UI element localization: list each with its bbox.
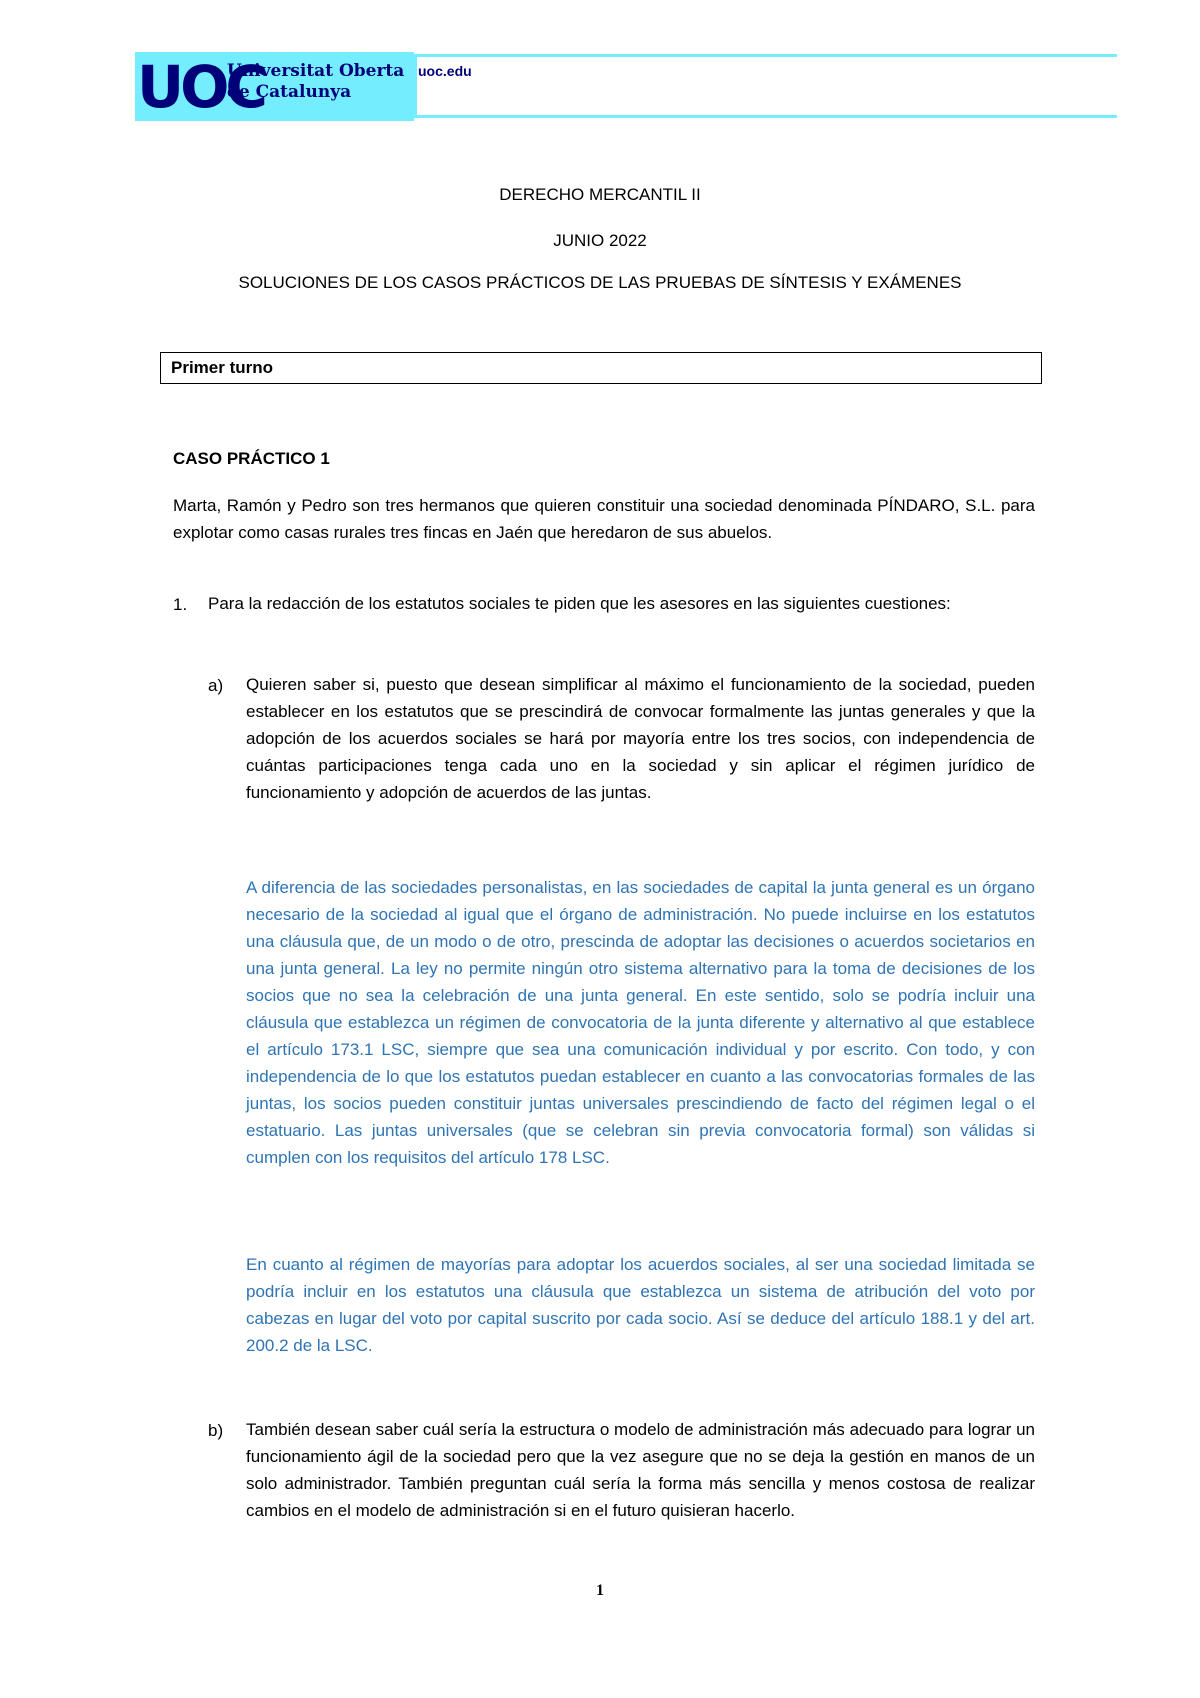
- date-title: JUNIO 2022: [553, 231, 647, 250]
- university-name-line1: Universitat Oberta: [227, 61, 405, 81]
- page-number: 1: [596, 1582, 604, 1599]
- question-a-marker: a): [208, 676, 224, 695]
- subject-title: DERECHO MERCANTIL II: [499, 185, 701, 204]
- question-b: También desean saber cuál sería la estructura o modelo de administración más adecuado para lograr un funcionamiento ágil de la sociedad pero que la vez asegure que no se deja la gestión en manos de un solo administrador. También preguntan cuál sería la forma más sencilla y menos costosa de realizar cambios en el modelo de administración si en el futuro quisieran hacerlo.: [246, 1420, 1035, 1520]
- university-name: [227, 61, 404, 103]
- answer-a-paragraph-2: En cuanto al régimen de mayorías para adoptar los acuerdos sociales, al ser una sociedad limitada se podría incluir en los estatutos una cláusula que establezca un sistema de atribución del voto por cabezas en lugar del voto por capital suscrito por cada socio. Así se deduce del artículo 188.1 y del art. 200.2 de la LSC.: [246, 1255, 1035, 1355]
- university-name-line2: de Catalunya: [227, 82, 352, 102]
- question-a: Quieren saber si, puesto que desean simplificar al máximo el funcionamiento de la sociedad, pueden establecer en los estatutos que se prescindirá de convocar formalmente las juntas generales y que la adopción de los acuerdos sociales se hará por mayoría entre los tres socios, con independencia de cuántas participaciones tenga cada uno en la sociedad y sin aplicar el régimen jurídico de funcionamiento y adopción de acuerdos de las juntas.: [246, 675, 1035, 802]
- turno-box: Primer turno: [160, 352, 1042, 384]
- question-1: Para la redacción de los estatutos sociales te piden que les asesores en las siguientes cuestiones:: [208, 594, 951, 613]
- header-url[interactable]: uoc.edu: [418, 63, 472, 79]
- question-b-marker: b): [208, 1421, 224, 1440]
- uoc-logo: [135, 52, 414, 121]
- case-heading: CASO PRÁCTICO 1: [173, 449, 330, 468]
- uoc-logo-mark: UOC: [137, 52, 264, 121]
- case-intro: Marta, Ramón y Pedro son tres hermanos que quieren constituir una sociedad denominada PÍNDARO, S.L. para explotar como casas rurales tres fincas en Jaén que heredaron de sus abuelos.: [173, 496, 1035, 542]
- document-description: SOLUCIONES DE LOS CASOS PRÁCTICOS DE LAS PRUEBAS DE SÍNTESIS Y EXÁMENES: [238, 273, 962, 292]
- answer-a-paragraph-1: A diferencia de las sociedades personalistas, en las sociedades de capital la junta general es un órgano necesario de la sociedad al igual que el órgano de administración. No puede incluirse en los estatutos una cláusula que, de un modo o de otro, prescinda de adoptar las decisiones o acuerdos societarios en una junta general. La ley no permite ningún otro sistema alternativo para la toma de decisiones de los socios que no sea la celebración de una junta general. En este sentido, solo se podría incluir una cláusula que establezca un régimen de convocatoria de la junta diferente y alternativo al que establece el artículo 173.1 LSC, siempre que sea una comunicación individual y por escrito. Con todo, y con independencia de lo que los estatutos puedan establecer en cuanto a las convocatorias formales de las juntas, los socios pueden constituir juntas universales prescindiendo de facto del régimen legal o el estatuario. Las juntas universales (que se celebran sin previa convocatoria formal) son válidas si cumplen con los requisitos del artículo 178 LSC.: [246, 878, 1035, 1167]
- header-rule-bottom: [414, 115, 1117, 118]
- question-1-marker: 1.: [173, 595, 188, 614]
- header-separator: [414, 54, 417, 118]
- header-rule-top: [414, 54, 1117, 57]
